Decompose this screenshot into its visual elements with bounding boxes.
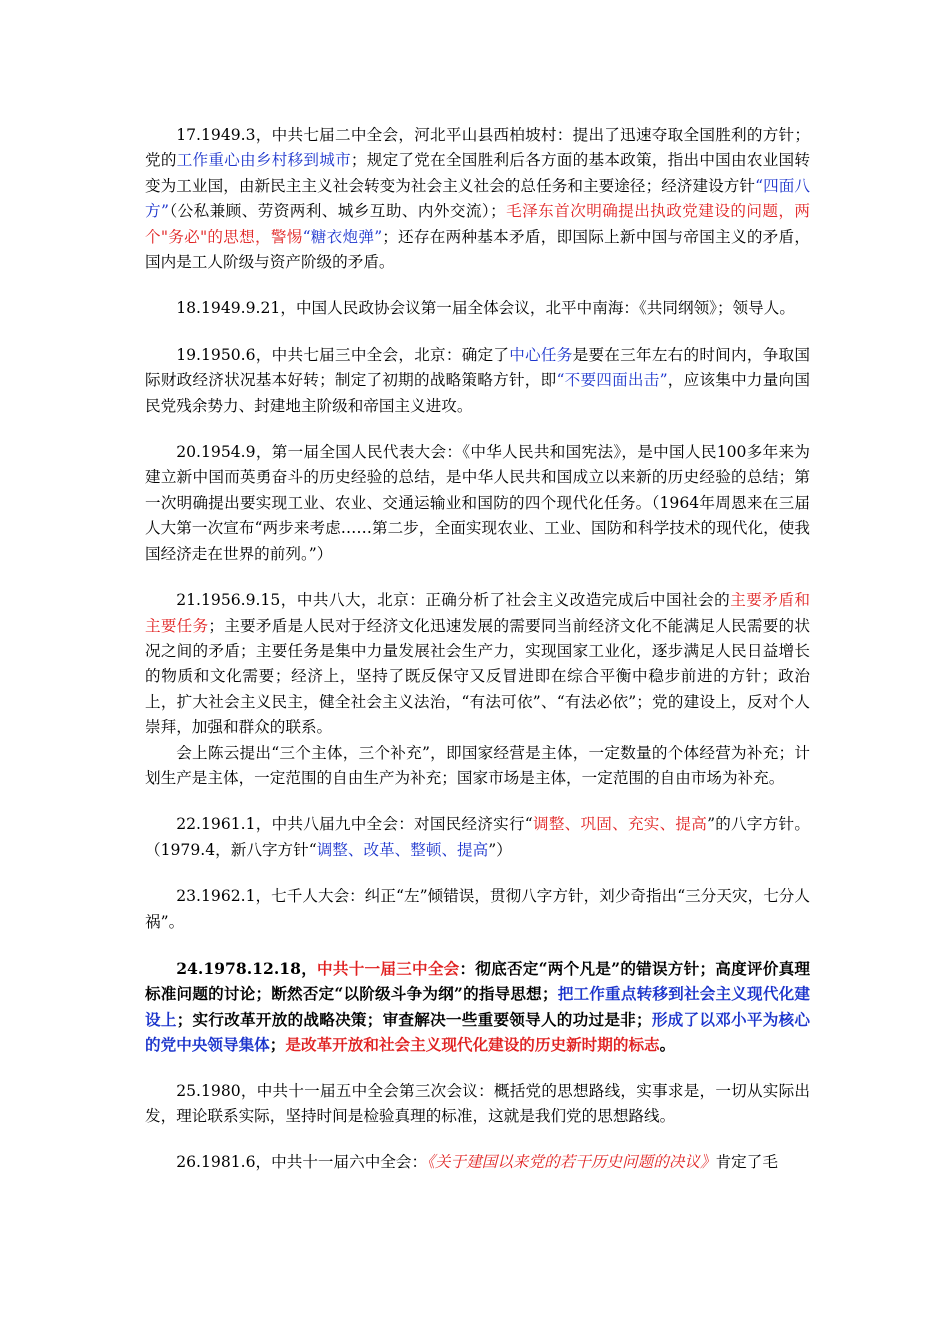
- text-run: 22.1961.1，中共八届九中全会：对国民经济实行“: [176, 815, 533, 834]
- text-run: 25.1980，中共十一届五中全会第三次会议：概括党的思想路线，实事求是，一切从实际出发，理论联系实际，坚持时间是检验真理的标准，这就是我们党的思想路线。: [145, 1081, 810, 1125]
- paragraph-6: [145, 741, 810, 792]
- red-highlight: 《关于建国以来党的若干历史问题的决议》: [427, 1153, 716, 1172]
- text-run: ；: [269, 1035, 286, 1055]
- red-highlight: 是改革开放和社会主义现代化建设的历史新时期的标志: [285, 1035, 660, 1055]
- paragraph-7: [145, 812, 810, 863]
- text-run: 20.1954.9，第一届全国人民代表大会：《中华人民共和国宪法》，是中国人民100多年来为建立新中国而英勇奋斗的历史经验的总结，是中华人民共和国成立以来新的历史经验的总结；第一次明确提出要实现工业、农业、交通运输业和国防的四个现代化任务。（1964年周恩来在三届人大第一次宣布“两步来考虑……第二步，全面实现农业、工业、国防和科学技术的现代化，使我国经济走在世界的前列。”）: [145, 443, 810, 563]
- blue-highlight: “糖衣炮弹”: [302, 227, 383, 246]
- text-run: ：彻底否定“两个凡是”的错误方针；高度评价真理标准问题的讨论；断然否定“以阶级斗争为纲”的指导思想；: [145, 958, 810, 1004]
- text-run: ，应该集中力量向国民党残余势力、封建地主阶级和帝国主义进攻。: [145, 371, 810, 415]
- text-run: 26.1981.6，中共十一届六中全会：: [176, 1153, 428, 1172]
- text-run: 肯定了毛: [715, 1153, 778, 1172]
- blue-highlight: 调整、改革、整顿、提高: [316, 840, 489, 859]
- text-run: 19.1950.6，中共七届三中全会，北京：确定了: [176, 345, 510, 364]
- text-run: 24.1978.12.18，: [176, 958, 318, 978]
- text-run: 。: [659, 1035, 676, 1055]
- red-highlight: 调整、巩固、充实、提高: [532, 815, 708, 834]
- text-run: 是要在三年左右的时间内，争取国际财政经济状况基本好转；制定了初期的战略策略方针，即: [145, 345, 810, 390]
- red-highlight: 中共十一届三中全会: [317, 958, 460, 978]
- text-run: ”的八字方针。（1979.4，新八字方针“: [145, 815, 810, 859]
- text-run: ；规定了党在全国胜利后各方面的基本政策，指出中国由农业国转变为工业国，由新民主主义社会转变为社会主义社会的总任务和主要途径；经济建设方针: [145, 151, 810, 195]
- blue-highlight: 形成了以邓小平为核心的党中央领导集体: [145, 1009, 810, 1055]
- blue-highlight: “不要四面出击”: [556, 371, 668, 390]
- text-run: 会上陈云提出“三个主体，三个补充”，即国家经营是主体，一定数量的个体经营为补充；计划生产是主体，一定范围的自由生产为补充；国家市场是主体，一定范围的自由市场为补充。: [145, 743, 810, 787]
- blue-highlight: 把工作重点转移到社会主义现代化建设上: [145, 984, 810, 1029]
- text-run: ；主要矛盾是人民对于经济文化迅速发展的需要同当前经济文化不能满足人民需要的状况之间的矛盾；主要任务是集中力量发展社会生产力，实现国家工业化，逐步满足人民日益增长的物质和文化需要；经济上，坚持了既反保守又反冒进即在综合平衡中稳步前进的方针；政治上，扩大社会主义民主，健全社会主义法治，“有法可依”、“有法必依”；党的建设上，反对个人崇拜，加强和群众的联系。: [145, 616, 810, 737]
- text-run: 21.1956.9.15，中共八大，北京：正确分析了社会主义改造完成后中国社会的: [176, 591, 731, 610]
- text-run: 23.1962.1，七千人大会：纠正“左”倾错误，贯彻八字方针，刘少奇指出“三分天灾，七分人祸”。: [145, 887, 810, 931]
- paragraph-10: [145, 1079, 810, 1130]
- paragraph-8: [145, 884, 810, 935]
- red-highlight: 主要矛盾和主要任务: [145, 591, 810, 635]
- text-run: （公私兼顾、劳资两利、城乡互助、内外交流）；: [169, 202, 506, 221]
- document-body: [145, 123, 810, 1197]
- text-run: ；还存在两种基本矛盾，即国际上新中国与帝国主义的矛盾，国内是工人阶级与资产阶级的矛盾。: [145, 227, 810, 272]
- blue-highlight: 中心任务: [509, 345, 573, 364]
- text-run: 17.1949.3，中共七届二中全会，河北平山县西柏坡村：提出了迅速夺取全国胜利的方针；党的: [145, 126, 810, 170]
- text-run: ；实行改革开放的战略决策；审查解决一些重要领导人的功过是非；: [176, 1009, 652, 1029]
- text-run: ”）: [488, 840, 512, 859]
- red-highlight: 毛泽东首次明确提出执政党建设的问题，两个"务必"的思想，警惕: [145, 202, 810, 246]
- paragraph-11: [145, 1150, 810, 1175]
- blue-highlight: 工作重心由乡村移到城市: [176, 151, 351, 170]
- paragraph-5: [145, 588, 810, 740]
- paragraph-2: [145, 296, 810, 321]
- paragraph-3: [145, 343, 810, 419]
- text-run: 18.1949.9.21，中国人民政协会议第一届全体会议，北平中南海：《共同纲领》；领导人。: [176, 299, 795, 318]
- paragraph-9: [145, 956, 810, 1058]
- blue-highlight: “四面八方”: [145, 176, 810, 221]
- paragraph-1: [145, 123, 810, 275]
- paragraph-4: [145, 440, 810, 567]
